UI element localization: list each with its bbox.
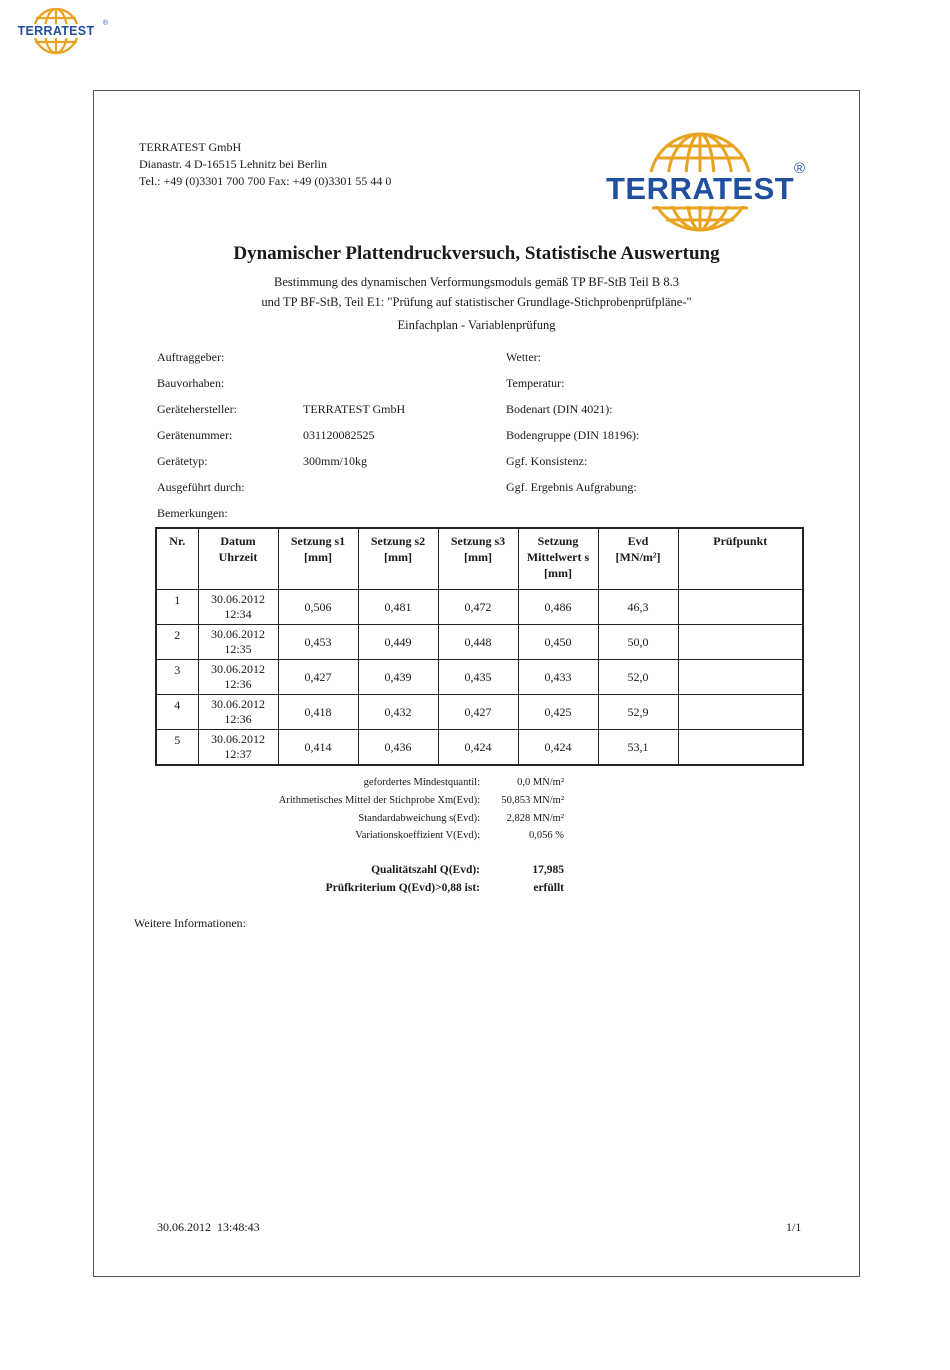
col-pruefpunkt (678, 528, 803, 590)
cell-s2: 0,481 (358, 590, 438, 625)
value-hersteller: TERRATEST GmbH (303, 402, 406, 416)
cell-date: 30.06.2012 (211, 592, 265, 606)
cell-pp (678, 660, 803, 695)
cell-s2: 0,432 (358, 695, 438, 730)
footer-datetime: 30.06.2012 13:48:43 (157, 1220, 260, 1234)
cell-nr: 2 (156, 625, 198, 660)
cell-date: 30.06.2012 (211, 627, 265, 641)
document-title: Dynamischer Plattendruckversuch, Statistische Auswertung (233, 243, 720, 264)
cell-datetime (198, 730, 278, 766)
cell-evd: 53,1 (598, 730, 678, 766)
company-address: Dianastr. 4 D-16515 Lehnitz bei Berlin (139, 157, 327, 171)
table-row (156, 660, 803, 695)
cell-evd: 46,3 (598, 590, 678, 625)
cell-nr: 5 (156, 730, 198, 766)
cell-time: 12:37 (224, 747, 252, 761)
cell-datetime (198, 625, 278, 660)
col-s2-unit: [mm] (384, 550, 412, 564)
logo-small-text: TERRATEST (8, 24, 104, 38)
stat-std-value: 2,828 MN/m² (506, 813, 564, 824)
col-s2 (358, 528, 438, 590)
label-auftraggeber: Auftraggeber: (157, 350, 225, 364)
cell-nr: 3 (156, 660, 198, 695)
value-geraetenummer: 031120082525 (303, 428, 375, 442)
cell-pp (678, 695, 803, 730)
stat-std-label: Standardabweichung s(Evd): (358, 813, 480, 824)
cell-date: 30.06.2012 (211, 697, 265, 711)
cell-evd: 52,0 (598, 660, 678, 695)
col-uhrzeit-label: Uhrzeit (218, 550, 258, 564)
cell-s3: 0,427 (438, 695, 518, 730)
cell-s1: 0,506 (278, 590, 358, 625)
table-row (156, 695, 803, 730)
col-evd-unit: [MN/m²] (615, 550, 661, 564)
label-bodengruppe: Bodengruppe (DIN 18196): (506, 428, 640, 442)
stat-min-label: gefordertes Mindestquantil: (363, 777, 480, 788)
label-bauvorhaben: Bauvorhaben: (157, 376, 225, 390)
cell-evd: 50,0 (598, 625, 678, 660)
cell-sm: 0,450 (518, 625, 598, 660)
cell-sm: 0,486 (518, 590, 598, 625)
col-nr-label: Nr. (169, 534, 186, 548)
col-s1-label: Setzung s1 (290, 534, 346, 548)
label-hersteller: Gerätehersteller: (157, 402, 237, 416)
stat-var-label: Variationskoeffizient V(Evd): (355, 830, 480, 841)
subtitle-line-3: Einfachplan - Variablenprüfung (397, 318, 556, 332)
logo-large-reg: ® (794, 160, 806, 177)
cell-time: 12:35 (224, 642, 252, 656)
stat-mean-label: Arithmetisches Mittel der Stichprobe Xm(Evd): (278, 795, 480, 806)
col-pp-label: Prüfpunkt (713, 534, 768, 548)
cell-s2: 0,436 (358, 730, 438, 766)
label-bemerkungen: Bemerkungen: (157, 506, 228, 520)
cell-date: 30.06.2012 (211, 732, 265, 746)
company-name: TERRATEST GmbH (139, 140, 242, 154)
col-s1 (278, 528, 358, 590)
logo-large-text: TERRATEST (606, 171, 795, 206)
cell-nr: 4 (156, 695, 198, 730)
cell-s3: 0,424 (438, 730, 518, 766)
cell-s2: 0,439 (358, 660, 438, 695)
cell-datetime (198, 590, 278, 625)
stat-var-value: 0,056 % (529, 830, 564, 841)
label-wetter: Wetter: (506, 350, 542, 364)
col-nr (156, 528, 198, 590)
cell-s3: 0,472 (438, 590, 518, 625)
col-sm-unit: [mm] (544, 566, 572, 580)
footer-page-number: 1/1 (786, 1220, 802, 1234)
stat-min-value: 0,0 MN/m² (517, 777, 564, 788)
cell-sm: 0,433 (518, 660, 598, 695)
table-header-row (156, 528, 803, 590)
label-bodenart: Bodenart (DIN 4021): (506, 402, 613, 416)
cell-s1: 0,414 (278, 730, 358, 766)
cell-sm: 0,425 (518, 695, 598, 730)
stat-krit-value: erfüllt (533, 882, 564, 894)
cell-s1: 0,418 (278, 695, 358, 730)
subtitle-line-2: und TP BF-StB, Teil E1: "Prüfung auf statistischer Grundlage-Stichprobenprüfpläne-" (261, 295, 692, 309)
col-evd-label: Evd (627, 534, 649, 548)
company-contact: Tel.: +49 (0)3301 700 700 Fax: +49 (0)3301 55 44 0 (139, 174, 392, 188)
cell-nr: 1 (156, 590, 198, 625)
stat-q-label: Qualitätszahl Q(Evd): (371, 864, 480, 876)
cell-s3: 0,435 (438, 660, 518, 695)
cell-pp (678, 625, 803, 660)
cell-s1: 0,427 (278, 660, 358, 695)
label-ausgefuehrt: Ausgeführt durch: (157, 480, 245, 494)
col-s3 (438, 528, 518, 590)
stat-mean-value: 50,853 MN/m² (501, 795, 564, 806)
col-sm-label-2: Mittelwert s (526, 550, 590, 564)
cell-date: 30.06.2012 (211, 662, 265, 676)
table-row (156, 590, 803, 625)
cell-datetime (198, 695, 278, 730)
label-konsistenz: Ggf. Konsistenz: (506, 454, 588, 468)
table-row (156, 625, 803, 660)
logo-small-reg: ® (102, 20, 108, 27)
label-aufgrabung: Ggf. Ergebnis Aufgrabung: (506, 480, 637, 494)
terratest-logo-large (608, 130, 808, 235)
table-row (156, 730, 803, 766)
cell-time: 12:36 (224, 677, 252, 691)
cell-s3: 0,448 (438, 625, 518, 660)
cell-sm: 0,424 (518, 730, 598, 766)
label-geraetetyp: Gerätetyp: (157, 454, 208, 468)
cell-evd: 52,9 (598, 695, 678, 730)
col-s1-unit: [mm] (304, 550, 332, 564)
weitere-informationen: Weitere Informationen: (134, 916, 246, 930)
cell-pp (678, 590, 803, 625)
measurement-table (155, 527, 804, 766)
cell-time: 12:34 (224, 607, 252, 621)
col-s2-label: Setzung s2 (370, 534, 426, 548)
cell-time: 12:36 (224, 712, 252, 726)
cell-pp (678, 730, 803, 766)
stat-q-value: 17,985 (532, 864, 564, 876)
col-mittelwert (518, 528, 598, 590)
terratest-logo-small (8, 6, 108, 56)
cell-s1: 0,453 (278, 625, 358, 660)
col-sm-label: Setzung (537, 534, 579, 548)
col-s3-unit: [mm] (464, 550, 492, 564)
cell-datetime (198, 660, 278, 695)
col-datum-label: Datum (220, 534, 256, 548)
cell-s2: 0,449 (358, 625, 438, 660)
label-geraetenummer: Gerätenummer: (157, 428, 233, 442)
value-geraetetyp: 300mm/10kg (303, 454, 368, 468)
col-evd (598, 528, 678, 590)
subtitle-line-1: Bestimmung des dynamischen Verformungsmoduls gemäß TP BF-StB Teil B 8.3 (274, 275, 679, 289)
stat-krit-label: Prüfkriterium Q(Evd)>0,88 ist: (325, 882, 480, 894)
col-datum (198, 528, 278, 590)
col-s3-label: Setzung s3 (450, 534, 506, 548)
label-temperatur: Temperatur: (506, 376, 565, 390)
